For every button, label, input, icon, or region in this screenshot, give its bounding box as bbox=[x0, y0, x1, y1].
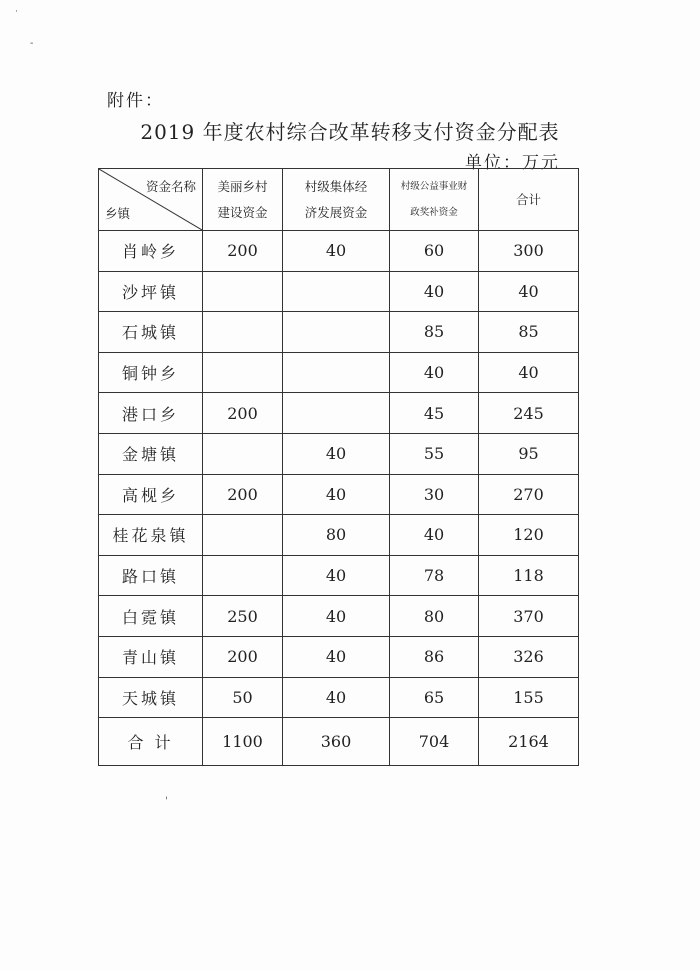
value-cell: 50 bbox=[203, 677, 283, 718]
total-cell: 155 bbox=[479, 677, 579, 718]
township-cell: 金塘镇 bbox=[99, 433, 203, 474]
table-header-row bbox=[99, 169, 579, 231]
total-cell: 300 bbox=[479, 231, 579, 272]
table-row bbox=[99, 352, 579, 393]
attachment-label: 附件： bbox=[107, 91, 164, 111]
value-cell bbox=[203, 271, 283, 312]
corner-header-township: 乡镇 bbox=[105, 206, 131, 221]
township-cell: 沙坪镇 bbox=[99, 271, 203, 312]
value-cell: 200 bbox=[203, 474, 283, 515]
township-cell: 肖岭乡 bbox=[99, 231, 203, 272]
value-cell: 40 bbox=[390, 515, 479, 556]
value-cell: 86 bbox=[390, 636, 479, 677]
township-cell: 青山镇 bbox=[99, 636, 203, 677]
table-row bbox=[99, 515, 579, 556]
value-cell: 55 bbox=[390, 433, 479, 474]
total-cell: 270 bbox=[479, 474, 579, 515]
value-cell bbox=[203, 555, 283, 596]
total-value-cell: 704 bbox=[390, 718, 479, 766]
value-cell: 40 bbox=[283, 433, 390, 474]
township-cell: 铜钟乡 bbox=[99, 352, 203, 393]
total-value-cell: 360 bbox=[283, 718, 390, 766]
total-cell: 245 bbox=[479, 393, 579, 434]
value-cell: 40 bbox=[390, 271, 479, 312]
scan-mark: ' bbox=[165, 796, 168, 807]
value-cell bbox=[203, 433, 283, 474]
township-cell: 高枧乡 bbox=[99, 474, 203, 515]
header-public-welfare-fund bbox=[390, 169, 479, 231]
value-cell: 80 bbox=[283, 515, 390, 556]
value-cell bbox=[203, 312, 283, 353]
value-cell: 250 bbox=[203, 596, 283, 637]
value-cell: 40 bbox=[283, 636, 390, 677]
total-cell: 370 bbox=[479, 596, 579, 637]
table-row bbox=[99, 231, 579, 272]
total-value-cell: 1100 bbox=[203, 718, 283, 766]
value-cell: 40 bbox=[283, 231, 390, 272]
value-cell: 200 bbox=[203, 231, 283, 272]
value-cell bbox=[203, 352, 283, 393]
table-row bbox=[99, 677, 579, 718]
value-cell: 200 bbox=[203, 636, 283, 677]
value-cell: 30 bbox=[390, 474, 479, 515]
total-cell: 326 bbox=[479, 636, 579, 677]
value-cell: 40 bbox=[283, 555, 390, 596]
total-cell: 40 bbox=[479, 352, 579, 393]
value-cell: 40 bbox=[283, 474, 390, 515]
header-collective-economy-fund bbox=[283, 169, 390, 231]
value-cell: 45 bbox=[390, 393, 479, 434]
unit-label: 单位：万元 bbox=[465, 153, 560, 173]
page-title: 2019 年度农村综合改革转移支付资金分配表 bbox=[140, 120, 560, 144]
total-cell: 95 bbox=[479, 433, 579, 474]
value-cell: 80 bbox=[390, 596, 479, 637]
scan-mark: ˙ bbox=[14, 10, 19, 21]
total-cell: 118 bbox=[479, 555, 579, 596]
table-total-row bbox=[99, 718, 579, 766]
value-cell bbox=[283, 271, 390, 312]
table-row bbox=[99, 271, 579, 312]
grand-total-cell: 2164 bbox=[479, 718, 579, 766]
value-cell: 40 bbox=[283, 596, 390, 637]
header-line: 政奖补资金 bbox=[410, 206, 458, 218]
township-cell: 港口乡 bbox=[99, 393, 203, 434]
value-cell: 85 bbox=[390, 312, 479, 353]
table-row bbox=[99, 474, 579, 515]
corner-header-fund-name: 资金名称 bbox=[145, 179, 196, 194]
header-total bbox=[479, 169, 579, 231]
header-beautiful-village-fund bbox=[203, 169, 283, 231]
header-line: 美丽乡村 bbox=[217, 178, 268, 194]
value-cell bbox=[283, 352, 390, 393]
value-cell: 40 bbox=[390, 352, 479, 393]
township-cell: 路口镇 bbox=[99, 555, 203, 596]
header-line: 建设资金 bbox=[217, 204, 268, 220]
total-label-cell: 合 计 bbox=[99, 718, 203, 766]
corner-header-cell bbox=[99, 169, 203, 231]
township-cell: 白霓镇 bbox=[99, 596, 203, 637]
value-cell: 65 bbox=[390, 677, 479, 718]
header-line: 村级集体经 bbox=[304, 178, 368, 194]
township-cell: 石城镇 bbox=[99, 312, 203, 353]
value-cell bbox=[203, 515, 283, 556]
table-row bbox=[99, 433, 579, 474]
value-cell bbox=[283, 312, 390, 353]
value-cell: 78 bbox=[390, 555, 479, 596]
table-row bbox=[99, 555, 579, 596]
value-cell: 200 bbox=[203, 393, 283, 434]
total-cell: 40 bbox=[479, 271, 579, 312]
value-cell: 40 bbox=[283, 677, 390, 718]
value-cell: 60 bbox=[390, 231, 479, 272]
allocation-table bbox=[98, 168, 579, 766]
scan-mark: ‐ bbox=[30, 38, 34, 49]
total-cell: 85 bbox=[479, 312, 579, 353]
header-line: 济发展资金 bbox=[304, 204, 368, 220]
header-line: 合计 bbox=[515, 191, 541, 207]
table-row bbox=[99, 596, 579, 637]
total-cell: 120 bbox=[479, 515, 579, 556]
value-cell bbox=[283, 393, 390, 434]
township-cell: 桂花泉镇 bbox=[99, 515, 203, 556]
table-row bbox=[99, 393, 579, 434]
table-row bbox=[99, 312, 579, 353]
table-row bbox=[99, 636, 579, 677]
header-line: 村级公益事业财 bbox=[400, 180, 468, 192]
township-cell: 天城镇 bbox=[99, 677, 203, 718]
